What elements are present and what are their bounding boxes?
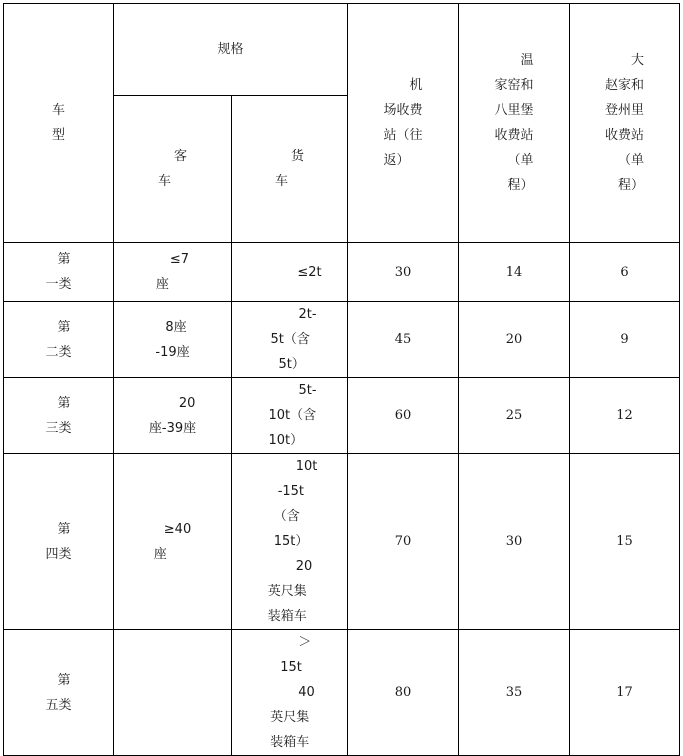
cargo-spec-cell: 10t -15t （含 15t） 20 英尺集 装箱车 xyxy=(232,454,348,630)
airport-fee-cell: 60 xyxy=(348,378,459,454)
cargo-truck-header: 货 车 xyxy=(232,96,348,243)
dazhaojia-toll-header: 大 赵家和 登州里 收费站 （单 程） xyxy=(570,4,680,243)
table-row xyxy=(4,243,680,302)
header-row-1 xyxy=(4,4,680,96)
wenjiayao-fee-cell: 25 xyxy=(459,378,570,454)
passenger-spec-cell: ≤7 座 xyxy=(114,243,232,302)
wenjiayao-fee-cell: 14 xyxy=(459,243,570,302)
airport-fee-cell: 70 xyxy=(348,454,459,630)
table-row xyxy=(4,378,680,454)
spec-header: 规格 xyxy=(114,4,348,96)
cargo-spec-cell: 2t- 5t（含 5t） xyxy=(232,302,348,378)
passenger-car-header: 客 车 xyxy=(114,96,232,243)
airport-fee-cell: 45 xyxy=(348,302,459,378)
wenjiayao-fee-cell: 30 xyxy=(459,454,570,630)
class-cell: 第 四类 xyxy=(4,454,114,630)
dazhaojia-fee-cell: 9 xyxy=(570,302,680,378)
table-row xyxy=(4,302,680,378)
cargo-spec-cell: ≤2t xyxy=(232,243,348,302)
class-cell: 第 五类 xyxy=(4,630,114,756)
table-row xyxy=(4,454,680,630)
class-cell: 第 三类 xyxy=(4,378,114,454)
cargo-spec-cell: 5t- 10t（含 10t） xyxy=(232,378,348,454)
passenger-spec-cell: 20 座-39座 xyxy=(114,378,232,454)
airport-fee-cell: 30 xyxy=(348,243,459,302)
wenjiayao-fee-cell: 35 xyxy=(459,630,570,756)
passenger-spec-cell-empty xyxy=(114,630,232,756)
table-row xyxy=(4,630,680,756)
airport-toll-header: 机 场收费 站（往 返） xyxy=(348,4,459,243)
passenger-spec-cell: ≥40 座 xyxy=(114,454,232,630)
vehicle-type-header: 车 型 xyxy=(4,4,114,243)
dazhaojia-fee-cell: 15 xyxy=(570,454,680,630)
airport-fee-cell: 80 xyxy=(348,630,459,756)
dazhaojia-fee-cell: 12 xyxy=(570,378,680,454)
class-cell: 第 一类 xyxy=(4,243,114,302)
wenjiayao-toll-header: 温 家窑和 八里堡 收费站 （单 程） xyxy=(459,4,570,243)
cargo-spec-cell: ＞ 15t 40 英尺集 装箱车 xyxy=(232,630,348,756)
toll-fee-table xyxy=(3,3,680,756)
dazhaojia-fee-cell: 17 xyxy=(570,630,680,756)
wenjiayao-fee-cell: 20 xyxy=(459,302,570,378)
class-cell: 第 二类 xyxy=(4,302,114,378)
dazhaojia-fee-cell: 6 xyxy=(570,243,680,302)
passenger-spec-cell: 8座 -19座 xyxy=(114,302,232,378)
